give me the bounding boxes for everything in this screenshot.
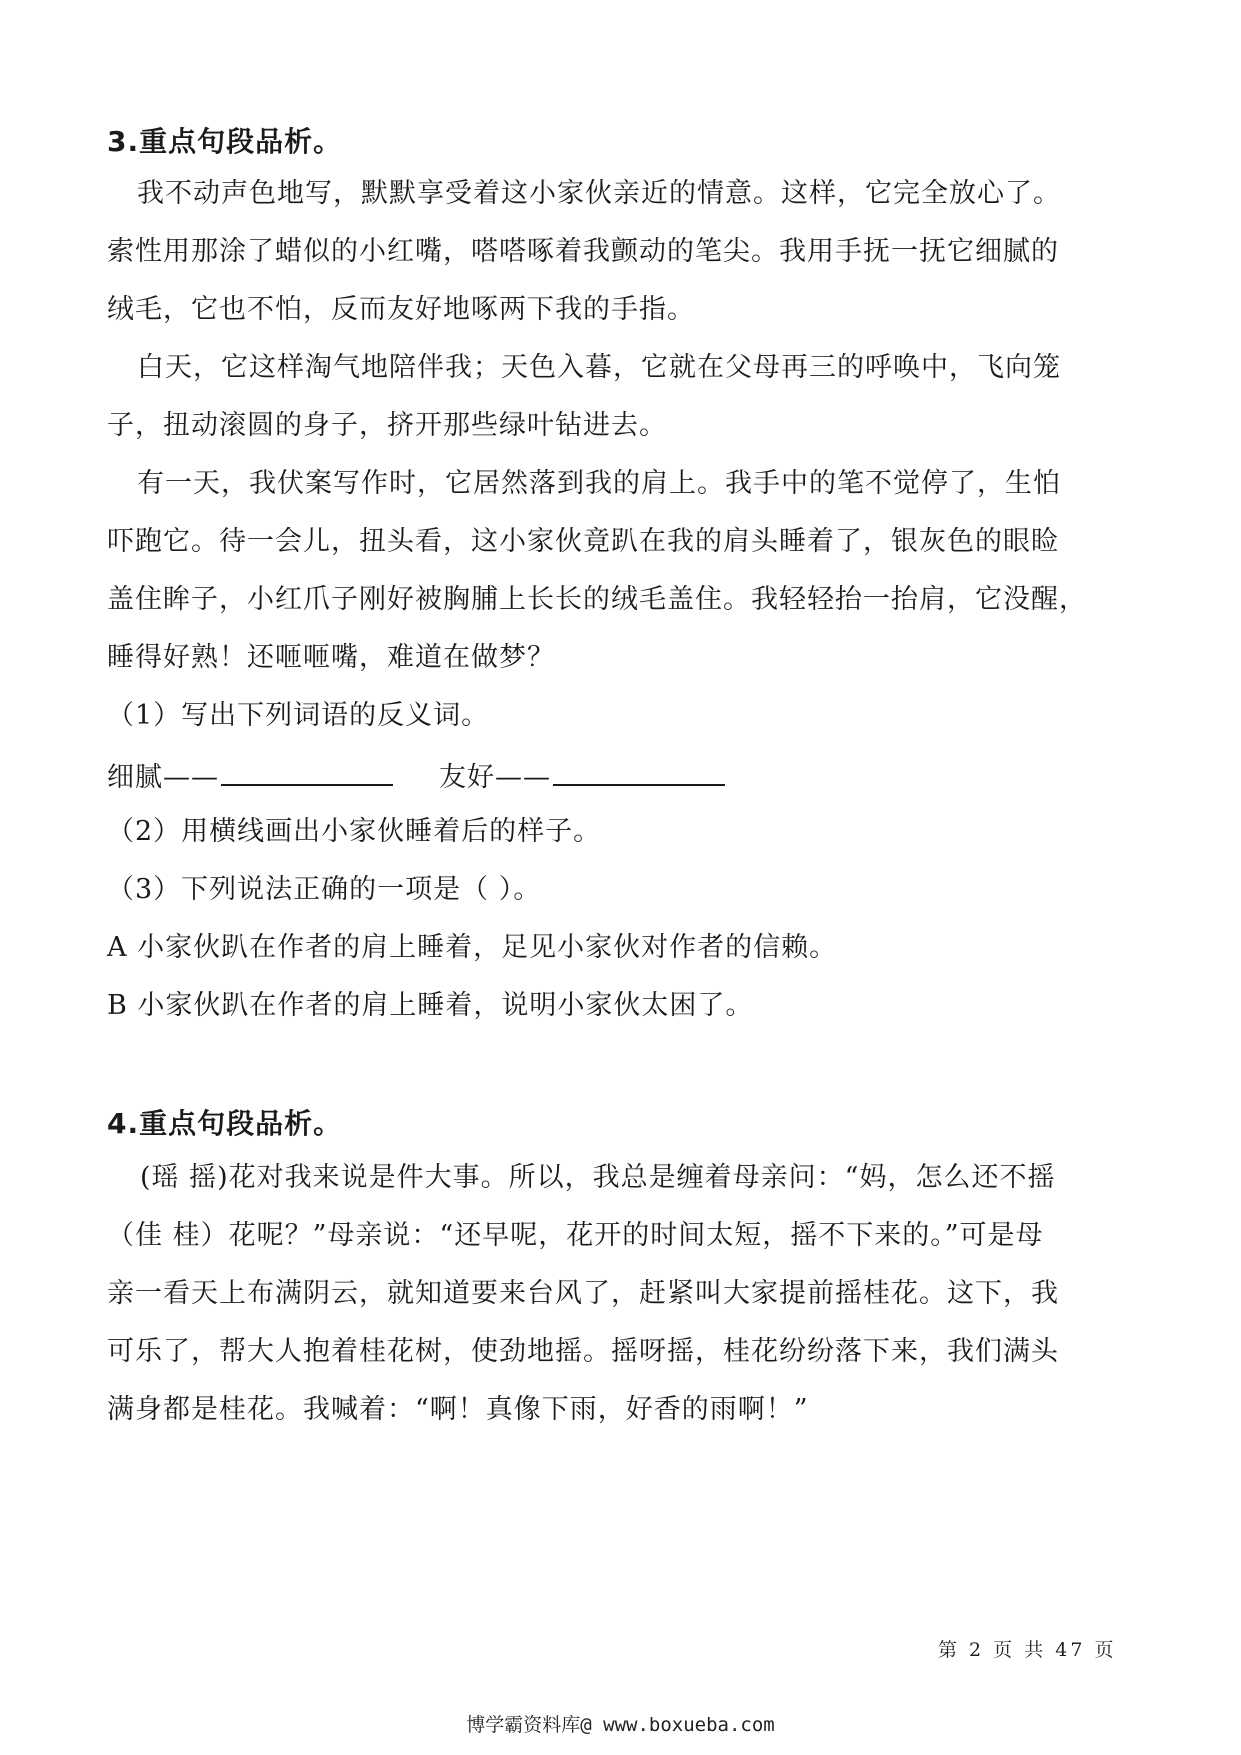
- paragraph-line: 有一天，我伏案写作时，它居然落到我的肩上。我手中的笔不觉停了，生怕: [137, 468, 1061, 499]
- section-3-heading: 3.重点句段品析。: [107, 125, 343, 158]
- question-3: （3）下列说法正确的一项是（ ）。: [107, 874, 542, 905]
- watermark: 博学霸资料库@ www.boxueba.com: [466, 1714, 775, 1736]
- paragraph-line: 白天，它这样淘气地陪伴我；天色入暮，它就在父母再三的呼唤中，飞向笼: [137, 352, 1061, 383]
- question-1: （1）写出下列词语的反义词。: [107, 700, 490, 731]
- paragraph-line: 我不动声色地写，默默享受着这小家伙亲近的情意。这样，它完全放心了。: [137, 178, 1061, 209]
- paragraph-line: (瑶 摇)花对我来说是件大事。所以，我总是缠着母亲问：“妈，怎么还不摇: [140, 1162, 1056, 1193]
- antonym-word-1: 细腻——: [107, 762, 219, 793]
- paragraph-line: 绒毛，它也不怕，反而友好地啄两下我的手指。: [107, 294, 695, 325]
- section-4-heading: 4.重点句段品析。: [107, 1107, 343, 1140]
- answer-blank-1[interactable]: [221, 756, 393, 786]
- antonym-row: [107, 756, 725, 796]
- paragraph-line: 满身都是桂花。我喊着：“啊！真像下雨，好香的雨啊！”: [107, 1394, 809, 1425]
- option-a: A 小家伙趴在作者的肩上睡着，足见小家伙对作者的信赖。: [107, 932, 838, 963]
- paragraph-line: 可乐了，帮大人抱着桂花树，使劲地摇。摇呀摇，桂花纷纷落下来，我们满头: [107, 1336, 1059, 1367]
- answer-blank-2[interactable]: [553, 756, 725, 786]
- paragraph-line: 睡得好熟！还咂咂嘴，难道在做梦？: [107, 642, 555, 673]
- paragraph-line: 吓跑它。待一会儿，扭头看，这小家伙竟趴在我的肩头睡着了，银灰色的眼睑: [107, 526, 1059, 557]
- page-number: 第 2 页 共 47 页: [938, 1639, 1117, 1661]
- paragraph-line: 亲一看天上布满阴云，就知道要来台风了，赶紧叫大家提前摇桂花。这下，我: [107, 1278, 1059, 1309]
- question-2: （2）用横线画出小家伙睡着后的样子。: [107, 816, 602, 847]
- antonym-word-2: 友好——: [439, 762, 551, 793]
- paragraph-line: （佳 桂）花呢？”母亲说：“还早呢，花开的时间太短，摇不下来的。”可是母: [107, 1220, 1044, 1251]
- option-b: B 小家伙趴在作者的肩上睡着，说明小家伙太困了。: [107, 990, 754, 1021]
- paragraph-line: 子，扭动滚圆的身子，挤开那些绿叶钻进去。: [107, 410, 667, 441]
- paragraph-line: 索性用那涂了蜡似的小红嘴，嗒嗒啄着我颤动的笔尖。我用手抚一抚它细腻的: [107, 236, 1059, 267]
- paragraph-line: 盖住眸子，小红爪子刚好被胸脯上长长的绒毛盖住。我轻轻抬一抬肩，它没醒，: [107, 584, 1087, 615]
